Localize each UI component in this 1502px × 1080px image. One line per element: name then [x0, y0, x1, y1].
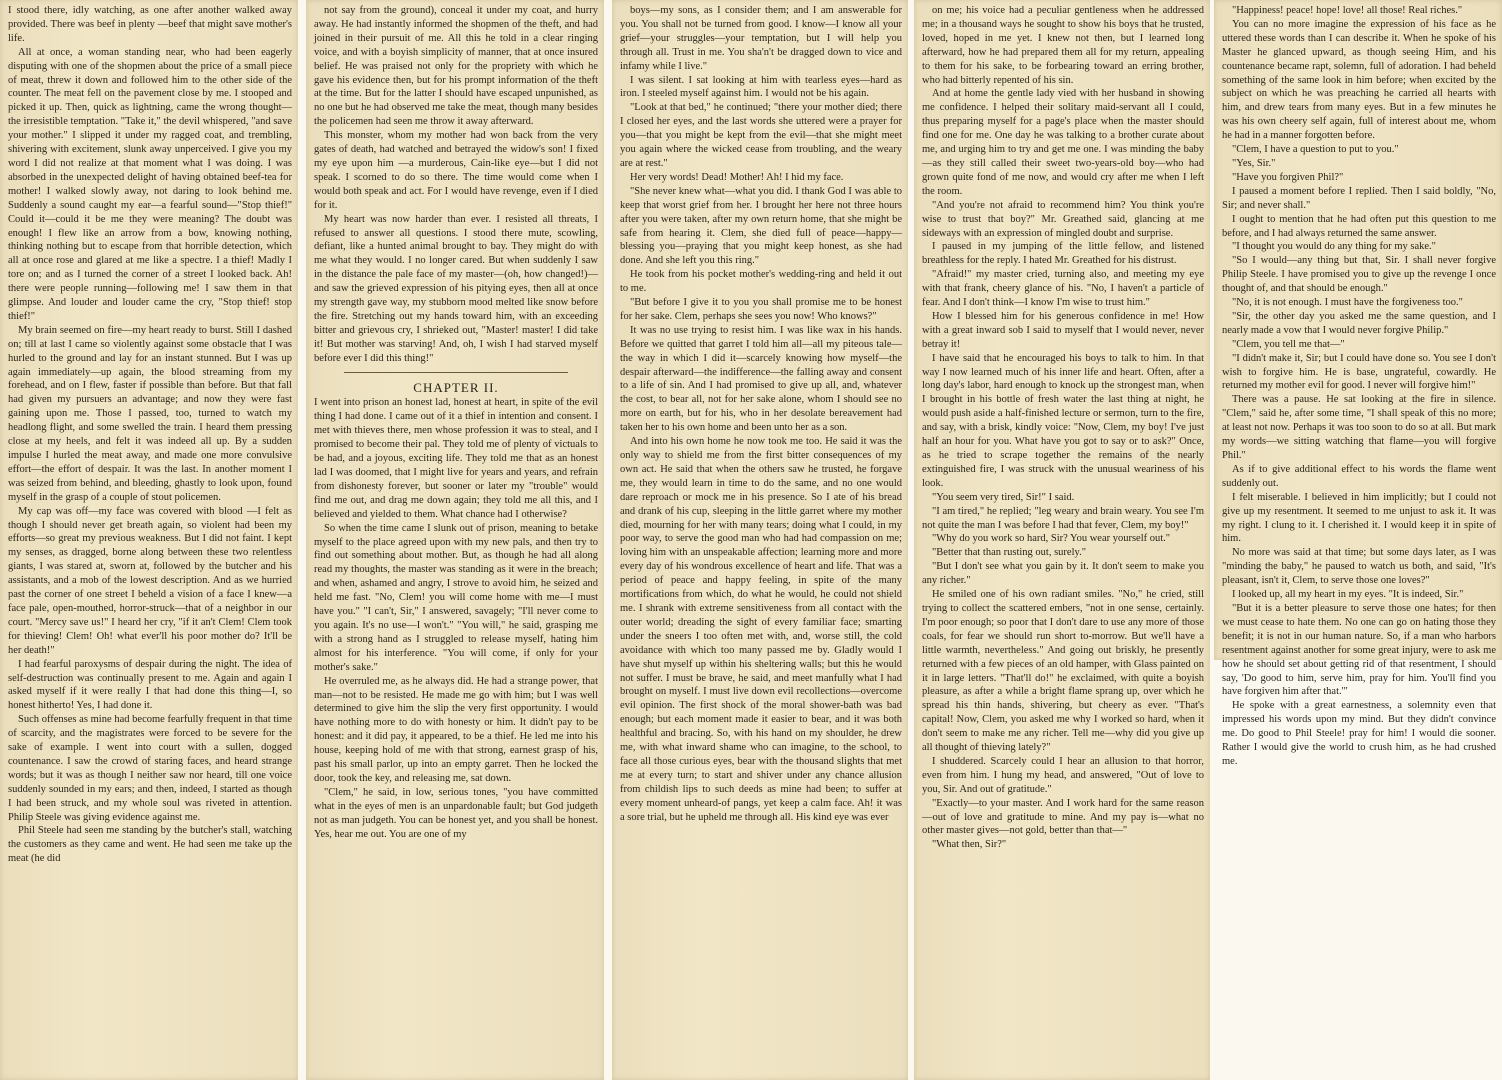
paragraph: "You seem very tired, Sir!" I said.: [932, 491, 1075, 503]
paragraph: There was a pause. He sat looking at the fire in silence. "Clem," said he, after some time, "I shall speak of this no more; at least not now. Perhaps it was too soon to do so at all. But mark my words—we sitting watching that flame—you will forgive Phil.": [1222, 394, 1496, 461]
paragraph: I went into prison an honest lad, honest at heart, in spite of the evil thing I had done. I came out of it a thief in intention and consent. I met with thieves there, men whose profession it was to steal, and I promised to become their pal. They told me of plenty of victuals to be had, and a joyous, exciting life. They told me that as an honest lad I was doomed, that I might live for years and years, and refrain from dishonesty forever, but sooner or later my "trouble" would find me out, and drag me down again; they told me all this, and I believed and yielded to them. What chance had I otherwise?: [314, 397, 598, 520]
paragraph: He overruled me, as he always did. He had a strange power, that man—not to be resisted. He made me go with him; but I was well determined to give him the slip the very first opportunity. I would have nothing more to do with honesty or him. It didn't pay to be honest: and it did pay, it appeared, to be a thief. He led me into his house, keeping hold of me with that strong, earnest grasp of his, past his small parlor, up into an empty garret. Then he locked the door, took the key, and releasing me, sat down.: [314, 675, 598, 784]
paragraph: "Why do you work so hard, Sir? You wear yourself out.": [932, 533, 1171, 545]
paragraph: You can no more imagine the expression of his face as he uttered these words than I can describe it. When he spoke of his Master he glanced upward, as though seeing Him, and his countenance became rapt, solemn, full of adoration. I had beheld something of the same look in him before; when excited by the subject on which he was preaching he carried all hearts with him, and drew tears from many eyes. But in a few minutes he was his own cheery self again, full of interest about me, whom he had in a manner forgotten before.: [1222, 18, 1496, 142]
paragraph: This monster, whom my mother had won back from the very gates of death, had watched and betrayed the widow's son! I fixed my eye upon him —a murderous, Cain-like eye—but I did not speak. I scorned to do so there. The time would come when I would both speak and act. For I would have revenge, even if I died for it.: [314, 130, 598, 211]
paragraph: I ought to mention that he had often put this question to me before, and I had always returned the same answer.: [1222, 213, 1496, 239]
paragraph: My heart was now harder than ever. I resisted all threats, I refused to answer all questions. I stood there mute, scowling, defiant, like a hunted animal brought to bay. They might do with me what they would. I no longer cared. But when suddenly I saw in the distance the pale face of my master—(oh, how changed!)—and saw the grieved expression of his pitying eyes, then all at once my strength gave way, my stubborn mood melted like snow before the fire. Stretching out my hands toward him, with an exceeding bitter and grievous cry, I shrieked out, "Master! master! I did take it! But mother was starving! And, oh, I wish I had starved myself before ever I did this thing!": [314, 213, 598, 364]
paragraph: "Look at that bed," he continued; "there your mother died; there I closed her eyes, and the last words she uttered were a prayer for you—that you might be kept from the evil—that she might meet you again where the wicked cease from troubling, and the weary are at rest.": [620, 102, 902, 169]
paragraph: I felt miserable. I believed in him implicitly; but I could not give up my resentment. It seemed to me unjust to ask it. It was my right. I clung to it. I cherished it. I would keep it in spite of him.: [1222, 491, 1496, 545]
paragraph: I stood there, idly watching, as one after another walked away provided. There was beef in plenty —beef that might save mother's life.: [8, 5, 292, 44]
paragraph: "Clem," he said, in low, serious tones, "you have committed what in the eyes of men is an unpardonable fault; but God judgeth not as man judgeth. You can be honest yet, and you shall be honest. Yes, hear me out. You are one of my: [314, 786, 598, 840]
paragraph: "But I don't see what you gain by it. It don't seem to make you any richer.": [922, 561, 1204, 587]
paragraph: "And you're not afraid to recommend him? You think you're wise to trust that boy?" Mr. Greathed said, glancing at me sideways with an expression of mingled doubt and surprise.: [922, 199, 1204, 239]
paragraph: I was silent. I sat looking at him with tearless eyes—hard as iron. I steeled myself against him. I would not be his again.: [620, 74, 902, 100]
paragraph: I had fearful paroxysms of despair during the night. The idea of self-destruction was continually present to me. Again and again I asked myself if it were really I that had done this thing—I, so honest hitherto! Yes, I had done it.: [8, 658, 292, 712]
paragraph: All at once, a woman standing near, who had been eagerly disputing with one of the shopmen about the price of a small piece of meat, threw it down and followed him to the other side of the counter. The meat fell on the pavement close by me. I stooped and picked it up. Then, quick as lightning, came the wrong thought—the irresistible temptation. "Take it," the devil whispered, "and save your mother." I slipped it under my ragged coat, and trembling, shivering with excitement, slunk away unperceived. I give you my word I did not realize at that moment what I was doing. I was absorbed in the unexpected delight of having obtained beef-tea for mother! I walked slowly away, not daring to look behind me. Suddenly a sound caught my ear—a fearful sound—"Stop thief!" Could it—could it be me they were meaning? The doubt was enough! I flew like an arrow from a bow, knowing nothing, thinking nothing but to escape from that horrible detection, which all at once rose and glared at me like a spectre. I a thief! Madly I tore on; and as I turned the corner of a street I looked back. Ah! there were people running—following me! I saw them in that glimpse. And louder and louder came the cry, "Stop thief! stop thief!": [8, 46, 292, 322]
paragraph: on me; his voice had a peculiar gentleness when he addressed me; in a thousand ways he sought to show his boys that he trusted, loved, hoped in me yet. I knew not then, but I learned long afterward, how he had prepared them all for my return, appealing to them for his sake, to be forbearing toward an erring brother, who had bitterly repented of his sin.: [922, 5, 1204, 86]
paragraph: I looked up, all my heart in my eyes. "It is indeed, Sir.": [1232, 589, 1464, 601]
paragraph: As if to give additional effect to his words the flame went suddenly out.: [1222, 463, 1496, 489]
paragraph: "Clem, you tell me that—": [1232, 338, 1345, 350]
paragraph: "I am tired," he replied; "leg weary and brain weary. You see I'm not quite the man I was before I had that fever, Clem, my boy!": [922, 505, 1204, 531]
paragraph: "Yes, Sir.": [1232, 157, 1276, 169]
paragraph: And into his own home he now took me too. He said it was the only way to shield me from the first bitter consequences of my own act. He said that when the others saw he trusted, he forgave me, they would learn in time to do the same, and no one would dare reproach or mock me in his presence. So I ate of his bread and drank of his cup, sleeping in the little garret where my mother died, mourning for her with many tears; doing what I could, in my poor way, to serve the good man who had had compassion on me; loving him with an unspeakable affection; learning more and more every day of his wondrous excellence of heart and life. That was a period of peace and happy feeling, in spite of the many mortifications from which, do what he would, he could not shield me. I shrank with extreme sensitiveness from all contact with the outer world; dreading the sight of every familiar face; smarting under the sneers I too often met with, and, worse still, the cold avoidance with which too many passed me by. Gladly would I have shut myself up within his sheltering walls; but this he would not suffer. I must be brave, he said, and meet manfully what I had brought on myself. I must live down evil recollections—overcome evil opinion. The first shock of the moral shower-bath was bad enough; but each moment made it easier to bear, and it was both healthful and bracing. So, with his hand on my shoulder, he drew me, with what inward shame who can imagine, to the school, to face all those curious eyes, bear with the thousand slights that met me at every turn; to start and shiver under any chance allusion from childish lips to such deeds as mine had been; to suffer at every moment unheard-of pangs, yet keep a calm face. Ah! it was a sore trial, but he upheld me through all. His kind eye was ever: [620, 436, 902, 823]
paragraph: "She never knew what—what you did. I thank God I was able to keep that worst grief from her. I brought her here not three hours after you were taken, after my own return home, that she might be safe from hearing it. Clem, she died full of peace—happy—blessing you—praying that you might keep honest, as she had done. And she left you this ring.": [620, 185, 902, 267]
paragraph: "Afraid!" my master cried, turning also, and meeting my eye with that frank, cheery glance of his. "No, I haven't a particle of fear. And I don't think—I know I'm wise to trust him.": [922, 269, 1204, 309]
paragraph: My brain seemed on fire—my heart ready to burst. Still I dashed on; till at last I came so violently against some obstacle that I was hurled to the ground and lay for an instant stunned. But I was up again immediately—up again, the blood streaming from my forehead, and on I flew, faster if possible than before. But that fall had given my pursuers an advantage; and now they were fast gaining upon me. Those I passed, too, turned to watch my headlong flight, and some swelled the train. I heard them pressing close at my heels, and felt it was indeed all up. By a sudden impulse I hurled the meat away, and made one more convulsive effort—the effort of despair. It was the last. In another moment I was seized from behind, and bleeding, ghastly to look upon, found myself in the grasp of a couple of stout policemen.: [8, 324, 292, 503]
paragraph: It was no use trying to resist him. I was like wax in his hands. Before we quitted that garret I told him all—all my piteous tale—the way in which I did it—scarcely knowing how myself—the despair afterward—the indifference—the falling away and consent to a life of sin. And I had promised to give up all, and, whatever the cost, to bear all, not for her sake alone, whom I should see no more on earth, but for his, who in her desolate bereavement had taken her to his own home and been unto her as a son.: [620, 324, 902, 434]
paragraph: He smiled one of his own radiant smiles. "No," he cried, still trying to collect the scattered embers, "not in one sense, certainly. I'm poor enough; so poor that I don't dare to use any more of those coals, for fear we should run short to-morrow. But we'll have a little warmth, nevertheless." And going out briskly, he presently returned with a few pieces of an old hamper, with Glass painted on it in large letters. "That'll do!" he exclaimed, with quite a boyish pleasure, as after a while a bright flame sprang up, over which he spread his thin hands, shivering, but cheery as ever. "That's capital! Now, Clem, you asked me why I worked so hard, when it don't seem to make me any richer. Tell me—why did you give up all thought of thieving lately?": [922, 589, 1204, 754]
paragraph: He took from his pocket mother's wedding-ring and held it out to me.: [620, 269, 902, 295]
paragraph: "I didn't make it, Sir; but I could have done so. You see I don't wish to forgive him. He is base, ungrateful, cowardly. He returned my mother evil for good. I never will forgive him!": [1222, 352, 1496, 392]
text-column-5: [1214, 0, 1502, 767]
paragraph: He spoke with a great earnestness, a solemnity even that impressed his words upon my mind. But they didn't convince me. Do good to Phil Steele! pray for him! I would die sooner. Rather I would give the world to crush him, as he had crushed me.: [1222, 700, 1496, 767]
paragraph: "But before I give it to you you shall promise me to be honest for her sake. Clem, perhaps she sees you now! Who knows?": [620, 297, 902, 322]
paragraph: I have said that he encouraged his boys to talk to him. In that way I now learned much of his inner life and heart. Often, after a long day's labor, hard enough to knock up the strongest man, when I brought in his bottle of fresh water the last thing at night, he would push aside a half-finished lecture or sermon, turn to the fire, and say, with a brisk, kindly voice: "Now, Clem, my boy! I've just half an hour for you. What have you got to say or to ask?" Once, as he tried to scrape together the remains of the nearly extinguished fire, I was struck with the unusual weariness of his look.: [922, 352, 1204, 489]
text-column-2: [306, 0, 604, 1080]
paragraph: "Clem, I have a question to put to you.": [1232, 144, 1399, 156]
text-column-4: [914, 0, 1210, 1080]
paragraph: And at home the gentle lady vied with her husband in showing me confidence. I helped their solitary maid-servant all I could, thus preparing myself for a page's place when the master should find one for me. One day he was talking to a brother curate about me, and urging him to try and get me one. I was minding the baby—as they still called their sweet two-years-old boy—who had grown quite fond of me now, and would cry after me when I left the room.: [922, 88, 1204, 197]
text-column-3: [612, 0, 908, 1080]
paragraph: No more was said at that time; but some days later, as I was "minding the baby," he paused to watch us both, and said, "It's pleasant, isn't it, Clem, to serve those one loves?": [1222, 547, 1496, 587]
paragraph: "But it is a better pleasure to serve those one hates; for then we must cease to hate them. No one can go on hating those they benefit; it is not in our human nature. So, if a man who harbors resentment against another for some great injury, were to ask me how he should set about getting rid of that resentment, I should say, 'Do good to him, serve him, pray for him. You'll find you have forgiven him after that.'": [1222, 602, 1496, 698]
paragraph: boys—my sons, as I consider them; and I am answerable for you. You shall not be turned from good. I know—I know all your grief—your struggles—your temptation, but I will help you through all. Trust in me. You sha'n't be dragged down to vice and infamy while I live.": [620, 5, 902, 72]
paragraph: "Happiness! peace! hope! love! all those! Real riches.": [1232, 5, 1463, 16]
paragraph: "Have you forgiven Phil?": [1232, 171, 1344, 183]
paragraph: not say from the ground), conceal it under my coat, and hurry away. He had instantly informed the shopmen of the theft, and had joined in their pursuit of me. All this he told in a clear ringing voice, and with a boyish simplicity of manner, that at once insured belief. He was praised not only for the propriety with which he gave his evidence then, but for his prompt information of the theft at the time. But for the latter I should have escaped unpunished, as no one but he had observed me take the meat, though many besides the policemen had seen me throw it away afterward.: [314, 5, 598, 128]
chapter-heading: CHAPTER II.: [413, 379, 499, 395]
paragraph: I paused in my jumping of the little fellow, and listened breathless for the reply. I hated Mr. Greathed for his distrust.: [922, 241, 1204, 267]
paragraph: Phil Steele had seen me standing by the butcher's stall, watching the customers as they came and went. He had seen me take up the meat (he did: [8, 825, 292, 865]
paragraph: So when the time came I slunk out of prison, meaning to betake myself to the place agreed upon with my new pals, and then try to find out something about mother. But, as though he had all along read my thoughts, the master was standing as it were in the breach; and when, ashamed and angry, I strove to avoid him, he seized and held me fast. "No, Clem! you will come home with me—I must have you." "I can't, Sir," I answered, savagely; "I'll never come to you again. It's no use—I won't." "You will," he said, grasping me with a strong hand as I struggled to release myself, hating him almost for his interference. "You will come, if only for your mother's sake.": [314, 522, 598, 673]
paragraph: "So I would—any thing but that, Sir. I shall never forgive Philip Steele. I have promised you to give up the revenge I once thought of, and that should be enough.": [1222, 255, 1496, 295]
paragraph: My cap was off—my face was covered with blood —I felt as though I should never get breath again, so violent had been my efforts—so great my previous weakness. But I did not faint. I kept my senses, as dragged, borne along between these two relentless giants, I was stared at, sworn at, followed by the butcher and his assistants, and a mob of the lowest description. And as we hurried past the corner of one street I beheld a vision of a face I knew—a face pale, open-mouthed, horror-struck—that of a neighbor in our court. "Mercy save us!" I heard her cry, "if it an't Clem! Clem took for thieving! Clem! Oh! what ever'll his poor mother do? It'll be her death!": [8, 505, 292, 656]
paragraph: "Sir, the other day you asked me the same question, and I nearly made a vow that I would never forgive Philip.": [1222, 310, 1496, 336]
paragraph: "No, it is not enough. I must have the forgiveness too.": [1232, 297, 1463, 309]
paragraph: "Better that than rusting out, surely.": [932, 547, 1086, 559]
paragraph: "Exactly—to your master. And I work hard for the same reason—out of love and gratitude to mine. And my pay is—what no other master gives—not gold, better than that—": [922, 797, 1204, 837]
text-column-1: [0, 0, 298, 1080]
paragraph: How I blessed him for his generous confidence in me! How with a great inward sob I said to myself that I would never, never betray it!: [922, 310, 1204, 350]
chapter-divider: [344, 372, 568, 373]
paragraph: "What then, Sir?": [932, 839, 1007, 851]
paragraph: I paused a moment before I replied. Then I said boldly, "No, Sir; and never shall.": [1222, 185, 1496, 211]
paragraph: "I thought you would do any thing for my sake.": [1232, 241, 1436, 253]
paragraph: I shuddered. Scarcely could I hear an allusion to that horror, even from him. I hung my head, and answered, "Out of love to you, Sir. And out of gratitude.": [922, 755, 1204, 795]
paragraph: Her very words! Dead! Mother! Ah! I hid my face.: [630, 171, 844, 183]
paragraph: Such offenses as mine had become fearfully frequent in that time of scarcity, and the magistrates were forced to be severe for the sake of example. I went into court with a sullen, dogged countenance. I saw the crowd of staring faces, and heard strange words; but it was as though I neither saw nor heard, till one voice suddenly sounded in my ears; and then, indeed, I started as though I had been struck, and my whole soul was riveted in attention. Philip Steele was giving evidence against me.: [8, 714, 292, 823]
